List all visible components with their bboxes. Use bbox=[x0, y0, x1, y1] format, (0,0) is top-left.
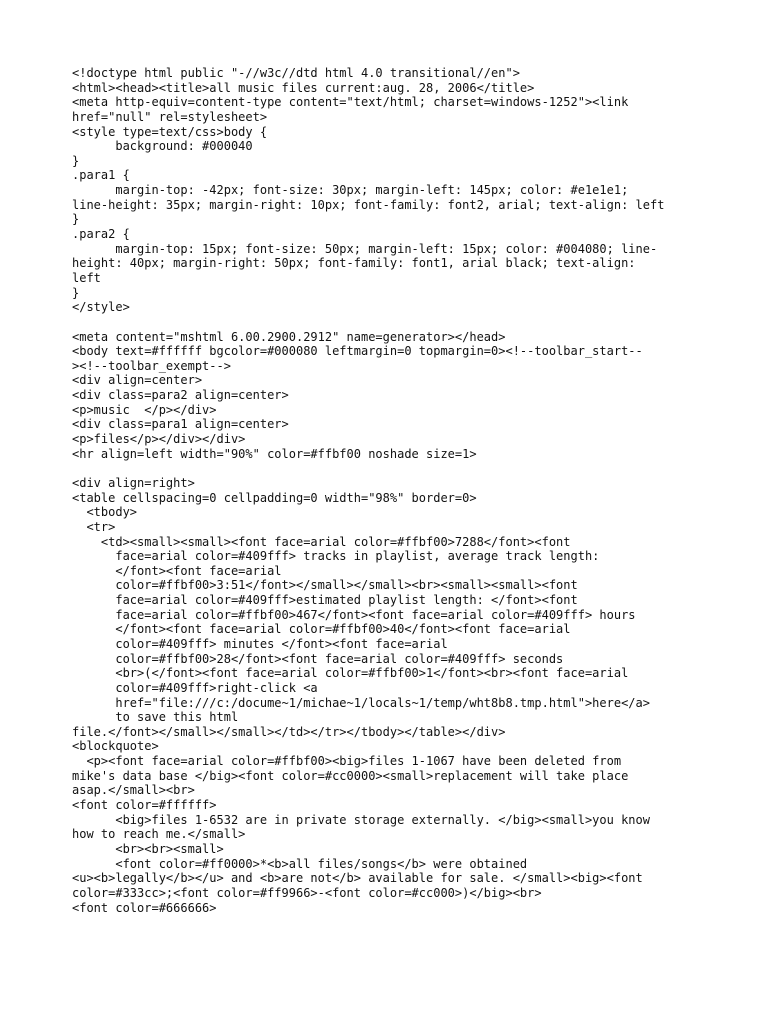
code-line: color=#ffbf00>3:51</font></small></small><br><small><small><font bbox=[72, 578, 578, 593]
code-line: <p>music </p></div> bbox=[72, 402, 217, 417]
code-line bbox=[72, 461, 762, 476]
code-line: face=arial color=#409fff>estimated playlist length: </font><font bbox=[72, 593, 578, 608]
code-line: ><!--toolbar_exempt--> bbox=[72, 358, 231, 373]
code-line: color=#ffbf00>28</font><font face=arial color=#409fff> seconds bbox=[72, 651, 564, 666]
code-line: href="null" rel=stylesheet> bbox=[72, 109, 268, 124]
code-line: color=#409fff>right-click <a bbox=[72, 680, 318, 695]
code-line: <div align=center> bbox=[72, 373, 203, 388]
code-line: mike's data base </big><font color=#cc0000><small>replacement will take place bbox=[72, 768, 629, 783]
code-line: <font color=#666666> bbox=[72, 900, 217, 915]
code-line: <p><font face=arial color=#ffbf00><big>files 1-1067 have been deleted from bbox=[72, 754, 622, 769]
code-line: <tr> bbox=[72, 519, 116, 534]
code-line: margin-top: -42px; font-size: 30px; margin-left: 145px; color: #e1e1e1; bbox=[72, 183, 629, 198]
code-line: </font><font face=arial color=#ffbf00>40</font><font face=arial bbox=[72, 622, 571, 637]
code-line: <div class=para1 align=center> bbox=[72, 417, 289, 432]
code-line: <font color=#ffffff> bbox=[72, 798, 217, 813]
code-line: <br>(</font><font face=arial color=#ffbf00>1</font><br><font face=arial bbox=[72, 666, 629, 681]
code-line: height: 40px; margin-right: 50px; font-family: font1, arial black; text-align: bbox=[72, 256, 636, 271]
code-line: <p>files</p></div></div> bbox=[72, 432, 246, 447]
code-line: how to reach me.</small> bbox=[72, 827, 246, 842]
code-line: color=#409fff> minutes </font><font face=arial bbox=[72, 636, 448, 651]
code-line: <blockquote> bbox=[72, 739, 159, 754]
code-line: <meta http-equiv=content-type content="text/html; charset=windows-1252"><link bbox=[72, 95, 629, 110]
code-line: </style> bbox=[72, 300, 130, 315]
code-line: <big>files 1-6532 are in private storage externally. </big><small>you know bbox=[72, 812, 650, 827]
code-line: asap.</small><br> bbox=[72, 783, 195, 798]
code-line: <div align=right> bbox=[72, 475, 195, 490]
code-line: </font><font face=arial bbox=[72, 563, 282, 578]
code-line: line-height: 35px; margin-right: 10px; font-family: font2, arial; text-align: left bbox=[72, 197, 665, 212]
code-line: face=arial color=#ffbf00>467</font><font face=arial color=#409fff> hours bbox=[72, 607, 636, 622]
code-line: } bbox=[72, 212, 80, 227]
code-line: } bbox=[72, 153, 80, 168]
code-line: margin-top: 15px; font-size: 50px; margin-left: 15px; color: #004080; line- bbox=[72, 241, 658, 256]
code-line: <br><br><small> bbox=[72, 841, 224, 856]
code-line bbox=[72, 315, 762, 330]
code-line: <u><b>legally</b></u> and <b>are not</b> available for sale. </small><big><font bbox=[72, 871, 643, 886]
code-line: } bbox=[72, 285, 80, 300]
code-line: href="file:///c:/docume~1/michae~1/locals~1/temp/wht8b8.tmp.html">here</a> bbox=[72, 695, 650, 710]
code-line: <div class=para2 align=center> bbox=[72, 388, 289, 403]
code-line: <tbody> bbox=[72, 505, 138, 520]
code-line: file.</font></small></small></td></tr></tbody></table></div> bbox=[72, 724, 506, 739]
code-line: <meta content="mshtml 6.00.2900.2912" name=generator></head> bbox=[72, 329, 506, 344]
code-line: <table cellspacing=0 cellpadding=0 width="98%" border=0> bbox=[72, 490, 477, 505]
code-line: <hr align=left width="90%" color=#ffbf00 noshade size=1> bbox=[72, 446, 477, 461]
source-code-document bbox=[72, 66, 762, 915]
code-line: background: #000040 bbox=[72, 139, 253, 154]
code-line: left bbox=[72, 270, 101, 285]
code-line: .para2 { bbox=[72, 227, 130, 242]
code-line: .para1 { bbox=[72, 168, 130, 183]
code-line: <body text=#ffffff bgcolor=#000080 leftmargin=0 topmargin=0><!--toolbar_start-- bbox=[72, 344, 643, 359]
code-line: <html><head><title>all music files current:aug. 28, 2006</title> bbox=[72, 80, 535, 95]
code-line: <td><small><small><font face=arial color=#ffbf00>7288</font><font bbox=[72, 534, 571, 549]
code-line: <font color=#ff0000>*<b>all files/songs</b> were obtained bbox=[72, 856, 528, 871]
code-line: to save this html bbox=[72, 710, 239, 725]
code-line: face=arial color=#409fff> tracks in playlist, average track length: bbox=[72, 549, 600, 564]
code-line: <!doctype html public "-//w3c//dtd html 4.0 transitional//en"> bbox=[72, 66, 520, 80]
code-line: color=#333cc>;<font color=#ff9966>-<font color=#cc000>)</big><br> bbox=[72, 885, 542, 900]
code-line: <style type=text/css>body { bbox=[72, 124, 268, 139]
